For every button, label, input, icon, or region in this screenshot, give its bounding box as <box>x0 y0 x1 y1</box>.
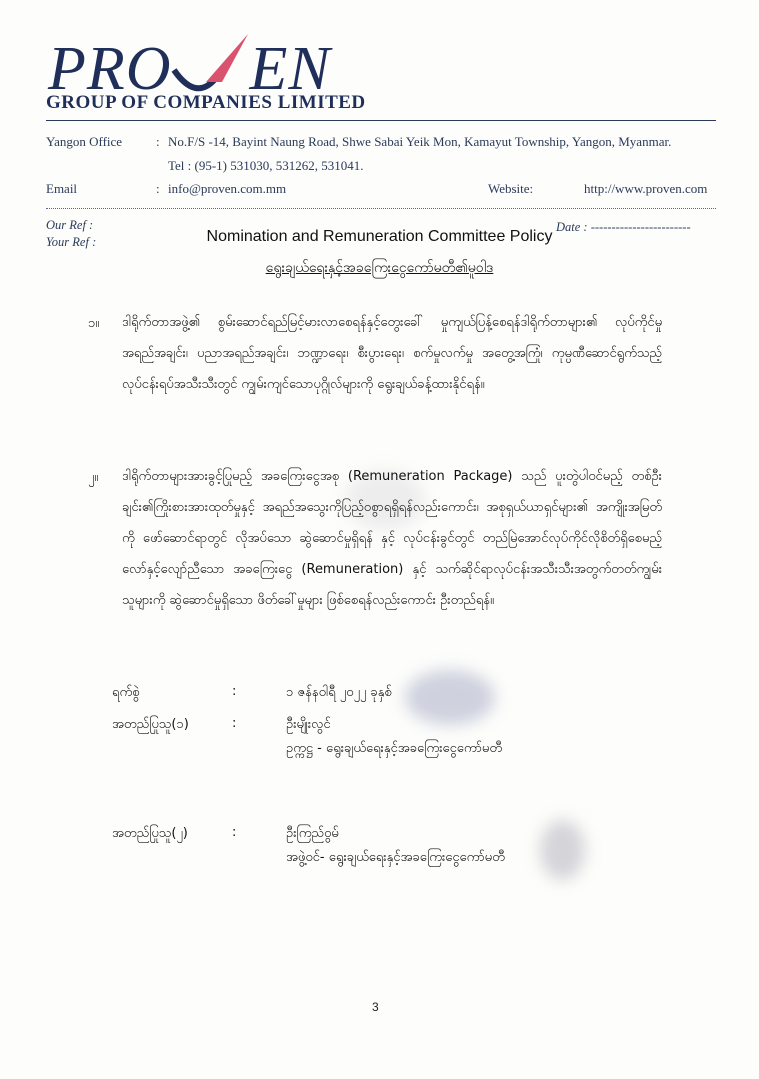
your-ref-label: Your Ref : <box>46 235 97 249</box>
website-value[interactable]: http://www.proven.com <box>584 181 708 196</box>
website-label: Website: <box>488 181 534 196</box>
header-rule-dotted <box>46 208 716 209</box>
logo-text-left: PRO <box>48 35 172 103</box>
office-tel: Tel : (95-1) 531030, 531262, 531041. <box>168 158 364 173</box>
our-ref-label: Our Ref : <box>46 218 94 232</box>
paragraph-number-1: ၁။ <box>88 316 100 331</box>
paragraph-2: ဒါရိုက်တာများအားခွင့်ပြုမည့် အခကြေးငွေအစု (Remuneration Package) သည် ပူးတွဲပါဝင်မည့် တစ်ဦးချင်း၏ကြိုးစားအားထုတ်မှုနှင့် အရည်အသွေးကိုပြည့်ဝစွာရရှိရန်လည်းကောင်း၊ အစုရှယ်ယာရှင်များ၏ အကျိုးအမြတ်ကို ဖော်ဆောင်ရာတွင် လိုအပ်သော ဆွဲဆောင်မှုရှိရန် နှင့် လုပ်ငန်းခွင်တွင် တည်မြဲအောင်လုပ်ကိုင်လိုစိတ်ရှိစေမည့် လော်နှင့်လျော်ညီသော အခကြေးငွေ (Remuneration) နှင့် သက်ဆိုင်ရာလုပ်ငန်းအသီးသီးအတွက်တတ်ကျွမ်းသူများကို ဆွဲဆောင်မှုရှိသော ဖိတ်ခေါ်မှုများ ဖြစ်စေရန်လည်းကောင်း ဦးတည်ရန်။ <box>122 469 662 608</box>
office-address: No.F/S -14, Bayint Naung Road, Shwe Sabai Yeik Mon, Kamayut Township, Yangon, Myanmar. <box>168 134 672 149</box>
email-colon: : <box>156 181 160 196</box>
company-name: GROUP OF COMPANIES LIMITED <box>46 92 366 113</box>
date-value: ၁ ဇန်နဝါရီ ၂၀၂၂ ခုနှစ် <box>286 685 392 700</box>
date-field: Date : ------------------------ <box>556 220 691 234</box>
approver1-colon: : <box>232 716 237 731</box>
office-label: Yangon Office <box>46 134 123 149</box>
header-rule-top <box>46 120 716 121</box>
company-logo <box>48 30 331 103</box>
approver2-colon: : <box>232 825 237 840</box>
signature-1 <box>405 670 495 725</box>
approver2-label: အတည်ပြုသူ(၂) <box>112 826 188 841</box>
office-colon: : <box>156 134 160 149</box>
checkmark-icon <box>166 30 256 100</box>
approver2-name: ဦးကြည်ဝွမ် <box>286 826 339 841</box>
email-value[interactable]: info@proven.com.mm <box>168 181 287 196</box>
policy-title-english: Nomination and Remuneration Committee Policy <box>206 228 553 245</box>
approver1-title: ဥက္ကဋ္ဌ - ရွေးချယ်ရေးနှင့်အခကြေးငွေကော်မတီ <box>286 741 503 756</box>
policy-title-myanmar: ရွေးချယ်ရေးနှင့်အခကြေးငွေကော်မတီ၏မူဝါဒ <box>265 260 494 276</box>
approver1-name: ဦးမျိုးလွင် <box>286 717 331 732</box>
date-colon: : <box>232 684 237 699</box>
approver2-title: အဖွဲ့ဝင်- ရွေးချယ်ရေးနှင့်အခကြေးငွေကော်မတီ <box>286 850 505 865</box>
page-number: 3 <box>372 1000 379 1014</box>
logo-text-right: EN <box>249 35 331 103</box>
email-label: Email <box>46 181 78 196</box>
paragraph-1: ဒါရိုက်တာအဖွဲ့၏ စွမ်းဆောင်ရည်မြင့်မားလာစေရန်နှင့်တွေးခေါ် မှုကျယ်ပြန့်စေရန်ဒါရိုက်တာများ၏ လုပ်ကိုင်မှုအရည်အချင်း၊ ပညာအရည်အချင်း၊ ဘဏ္ဍာရေး၊ စီးပွားရေး၊ စက်မှုလက်မှု အတွေ့အကြုံ၊ ကုမ္ပဏီဆောင်ရွက်သည့်လုပ်ငန်းရပ်အသီးသီးတွင် ကျွမ်းကျင်သောပုဂ္ဂိုလ်များကို ရွေးချယ်ခန့်ထားနိုင်ရန်။ <box>122 315 662 392</box>
signature-2 <box>540 820 585 880</box>
approver1-label: အတည်ပြုသူ(၁) <box>112 717 189 732</box>
date-label: ရက်စွဲ <box>112 685 140 700</box>
paragraph-number-2: ၂။ <box>88 470 99 485</box>
